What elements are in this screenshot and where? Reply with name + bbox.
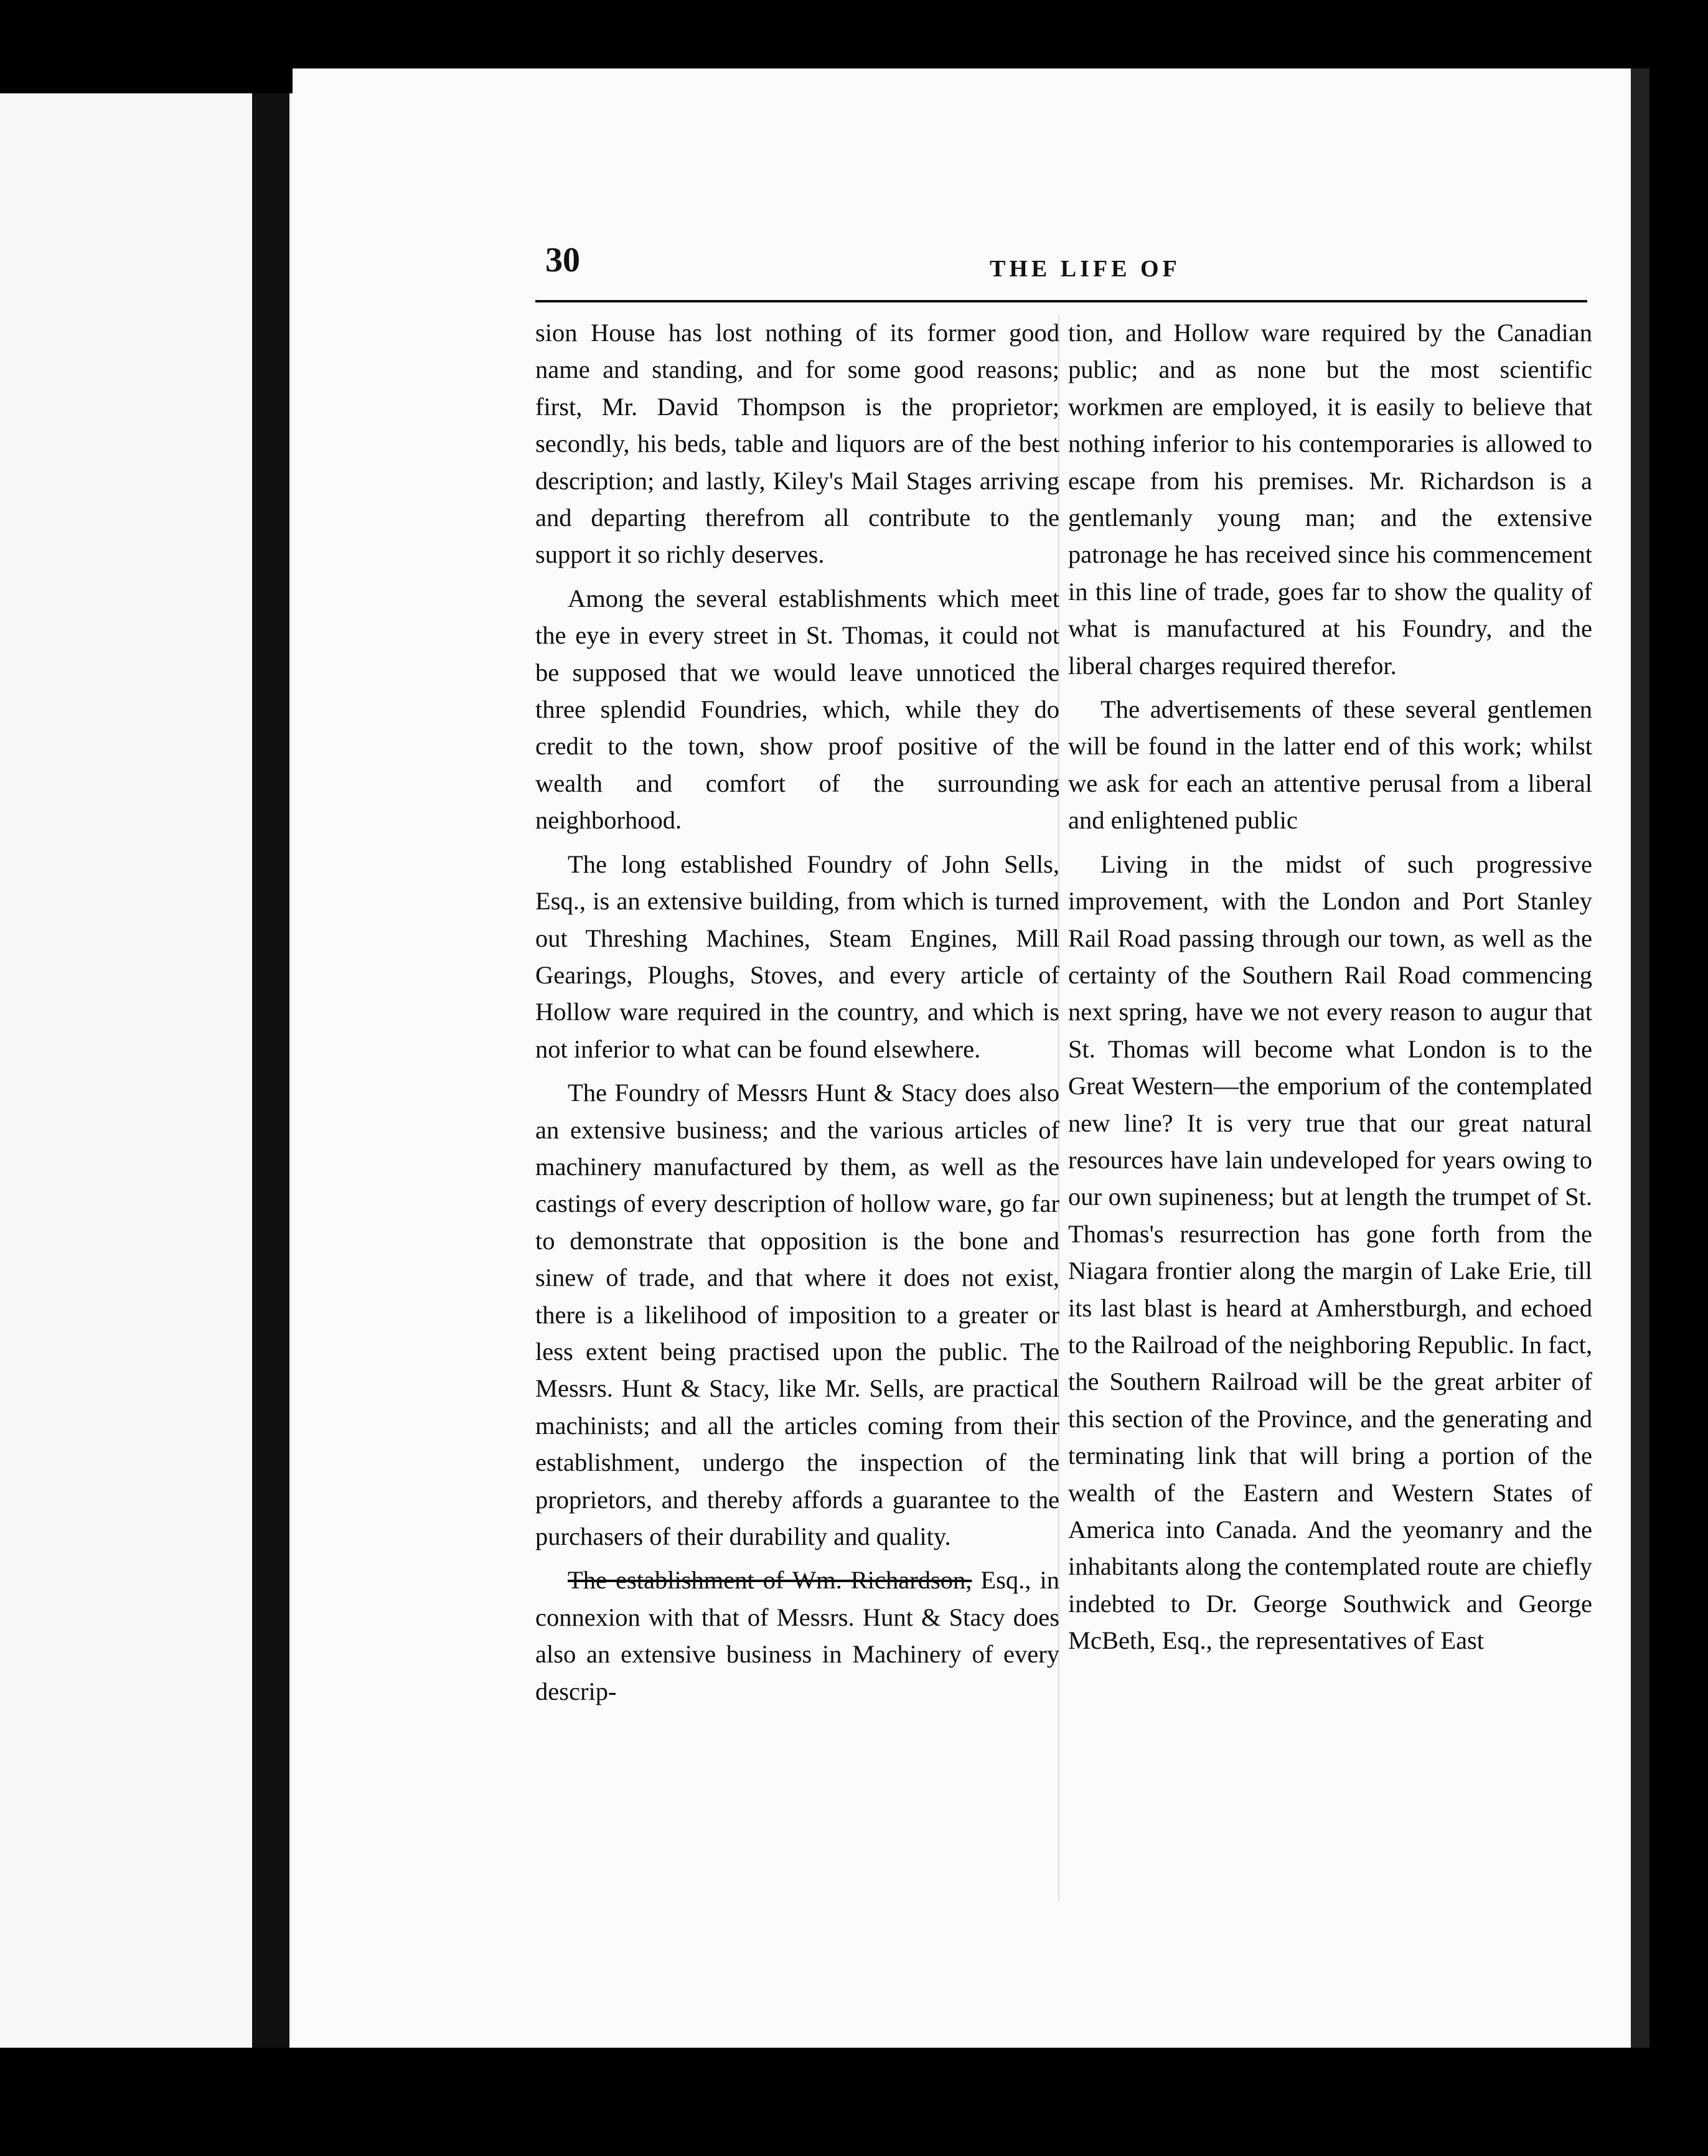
scan-border — [0, 2048, 1708, 2156]
paragraph — [535, 1562, 1059, 1710]
paragraph: tion, and Hollow ware required by the Canadian public; and as none but the most scientific workmen are employed, it is easily to believe that nothing inferior to his contemporaries is allowed to escape from his premises. Mr. Richardson is a gentlemanly young man; and the extensive patronage he has received since his commencement in this line of trade, goes far to show the quality of what is manufactured at his Foundry, and the liberal charges required therefor. — [1068, 319, 1592, 680]
book-gutter — [252, 93, 289, 2048]
paragraph: The advertisements of these several gentlemen will be found in the latter end of this work; whilst we ask for each an attentive perusal from a liberal and enlightened public — [1068, 695, 1592, 835]
paragraph: The long established Foundry of John Sells, Esq., is an extensive building, from which is turned out Threshing Machines, Steam Engines, Mill Gearings, Ploughs, Stoves, and every article of Hollow ware required in the country, and which is not inferior to what can be found elsewhere. — [535, 850, 1059, 1063]
page-number: 30 — [545, 241, 580, 279]
paragraph: Living in the midst of such progressive improvement, with the London and Port Stanley Rail Road passing through our town, as well as the certainty of the Southern Rail Road commencing next spring, have we not every reason to augur that St. Thomas will become what London is to the Great Western—the emporium of the contemplated new line? It is very true that our great natural resources have lain undeveloped for years owing to our own supineness; but at length the trumpet of St. Thomas's resurrection has gone forth from the Niagara frontier along the margin of Lake Erie, till its last blast is heard at Amherstburgh, and echoed to the Railroad of the neighboring Republic. In fact, the Southern Railroad will be the great arbiter of this section of the Province, and the generating and terminating link that will bring a portion of the wealth of the Eastern and Western States of America into Canada. And the yeomanry and the inhabitants along the contemplated route are chiefly indebted to Dr. George Southwick and George McBeth, Esq., the representatives of East — [1068, 850, 1592, 1655]
struck-text: The establishment of Wm. Richardson, — [568, 1566, 972, 1595]
paragraph: Among the several establishments which meet the eye in every street in St. Thomas, it could not be supposed that we would leave unnoticed the three splendid Foundries, which, while they do credit to the town, show proof positive of the wealth and comfort of the surrounding neighborhood. — [535, 584, 1059, 835]
running-head: THE LIFE OF — [990, 256, 1181, 282]
facing-page-edge — [0, 93, 293, 2048]
right-column — [1068, 314, 1592, 1666]
left-column — [535, 314, 1059, 1717]
paragraph: The Foundry of Messrs Hunt & Stacy does also an extensive business; and the various articles of machinery manufactured by them, as well as the castings of every description of hollow ware, go far to demonstrate that opposition is the bone and sinew of trade, and that where it does not exist, there is a likelihood of imposition to a greater or less extent being practised upon the public. The Messrs. Hunt & Stacy, like Mr. Sells, are practical machinists; and all the articles coming from their establishment, undergo the inspection of the proprietors, and thereby affords a guarantee to the purchasers of their durability and quality. — [535, 1079, 1059, 1550]
header-rule — [535, 300, 1587, 302]
paragraph-text: Esq., in connexion with that of Messrs. Hunt & Stacy does also an extensive business in Machinery of every descrip- — [535, 1566, 1059, 1705]
paragraph: sion House has lost nothing of its former good name and standing, and for some good reasons; first, Mr. David Thompson is the proprietor; secondly, his beds, table and liquors are of the best description; and lastly, Kiley's Mail Stages arriving and departing therefrom all contribute to the support it so richly deserves. — [535, 319, 1059, 569]
